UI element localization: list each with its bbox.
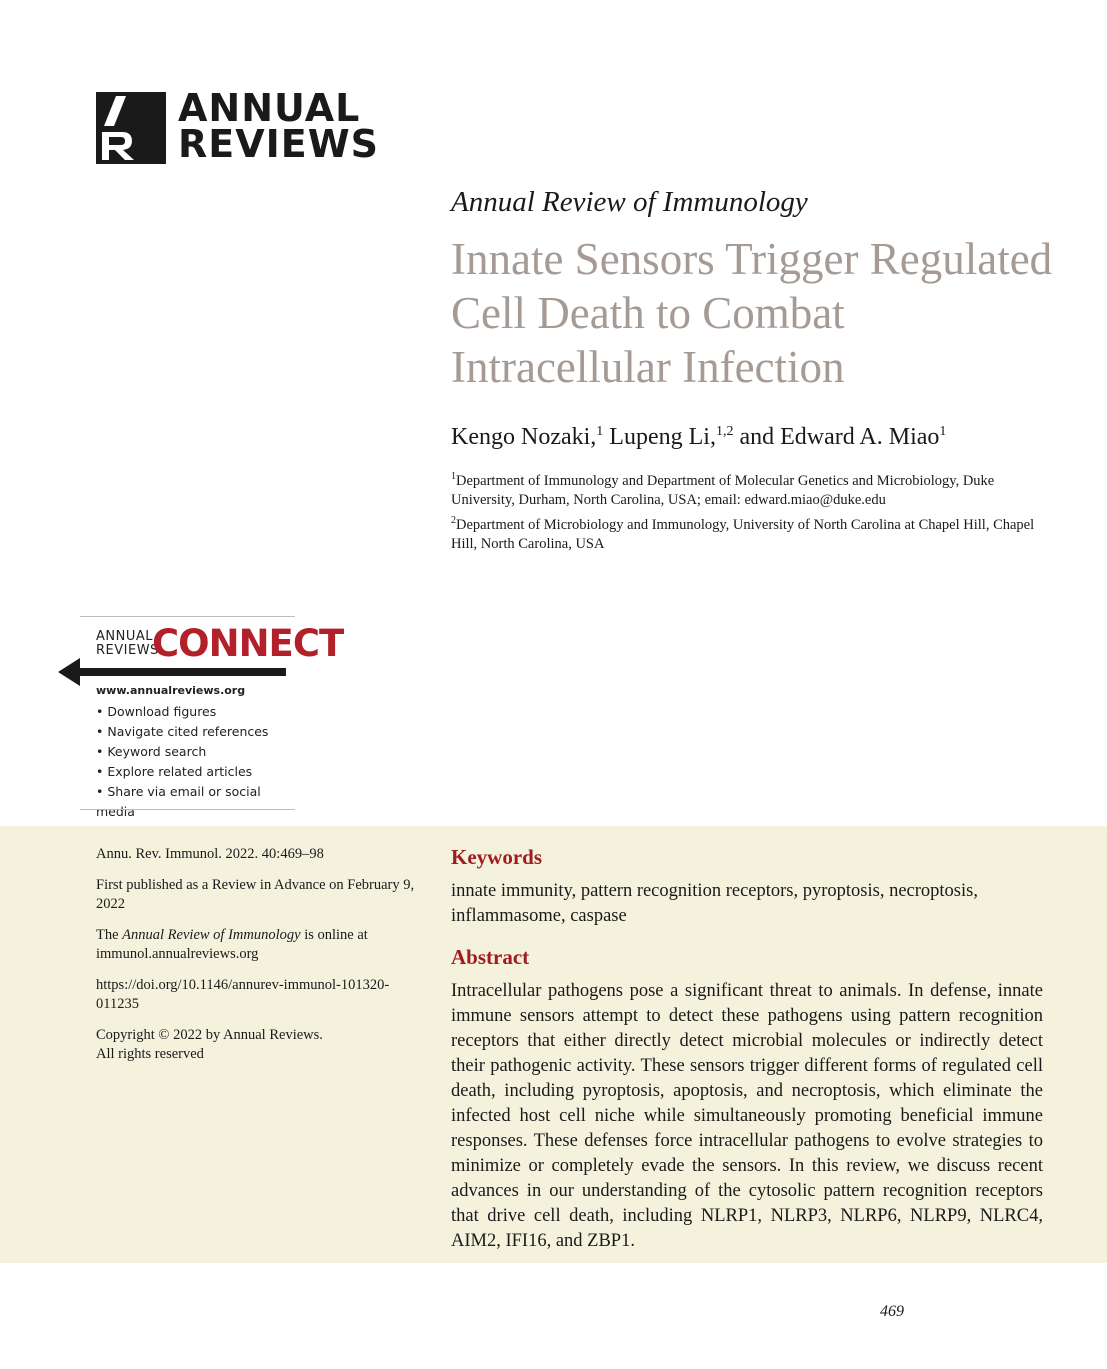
online-pre: The	[96, 927, 123, 943]
abstract-heading: Abstract	[451, 945, 530, 969]
affiliation-sup: 1	[451, 471, 456, 482]
online-post: is online at immunol.annualreviews.org	[96, 927, 368, 962]
connect-small-line1: ANNUAL	[96, 629, 153, 644]
page-number: 469	[880, 1303, 904, 1320]
divider	[80, 616, 295, 617]
list-item: • Download figures	[96, 702, 300, 722]
keywords-text: innate immunity, pattern recognition receptors, pyroptosis, necroptosis, inflammasome, caspase	[451, 881, 978, 926]
keywords-heading: Keywords	[451, 845, 542, 869]
affiliation-text: Department of Microbiology and Immunology, University of North Carolina at Chapel Hill, Chapel Hill, North Carolina, USA	[451, 516, 1035, 552]
author-sup: 1	[939, 424, 947, 439]
online-note	[96, 926, 426, 964]
copyright	[96, 1026, 426, 1064]
abstract-text: Intracellular pathogens pose a significant threat to animals. In defense, innate immune sensors attempt to detect these pathogens using pattern recognition receptors that either directly detect microbial molecules or indirectly detect their pathogenic activity. These sensors trigger different forms of regulated cell death, including pyroptosis, apoptosis, and necroptosis, which eliminate the infected host cell niche while simultaneously promoting beneficial immune responses. These defenses force intracellular pathogens to evolve strategies to minimize or completely evade the sensors. In this review, we discuss recent advances in our understanding of the cytosolic pattern recognition receptors that drive cell death, including NLRP1, NLRP3, NLRP6, NLRP9, NLRC4, AIM2, IFI16, and ZBP1.	[451, 981, 1043, 1251]
connect-url[interactable]: www.annualreviews.org	[96, 684, 246, 697]
list-item: • Navigate cited references	[96, 722, 300, 742]
doi-link[interactable]: https://doi.org/10.1146/annurev-immunol-101320-011235	[96, 977, 390, 1012]
author-list	[451, 424, 946, 451]
author-name: Kengo Nozaki,	[451, 424, 597, 450]
author-name: Lupeng Li,	[603, 424, 716, 450]
list-item: • Explore related articles	[96, 762, 300, 782]
connect-feature-list	[96, 702, 300, 822]
connect-title: CONNECT	[152, 622, 344, 665]
journal-name: Annual Review of Immunology	[451, 186, 808, 218]
annual-reviews-connect-box[interactable]	[58, 616, 344, 819]
affiliation-sup: 2	[451, 515, 456, 526]
list-item: • Share via email or social media	[96, 782, 300, 822]
article-metadata	[96, 845, 426, 1076]
copyright-line1: Copyright © 2022 by Annual Reviews.	[96, 1027, 323, 1043]
list-item: • Keyword search	[96, 742, 300, 762]
annual-reviews-logo	[96, 86, 380, 166]
published-date: First published as a Review in Advance on February 9, 2022	[96, 877, 415, 912]
author-name: and Edward A. Miao	[733, 424, 940, 450]
affiliation-1	[451, 467, 1051, 510]
connect-small-line2: REVIEWS	[96, 643, 159, 658]
copyright-line2: All rights reserved	[96, 1046, 204, 1062]
divider	[80, 809, 295, 810]
article-title: Innate Sensors Trigger Regulated Cell Death to Combat Intracellular Infection	[451, 234, 1053, 392]
ar-logo-icon	[96, 92, 166, 164]
logo-line1: ANNUAL	[178, 86, 361, 130]
logo-wordmark	[178, 86, 380, 166]
online-journal: Annual Review of Immunology	[122, 927, 301, 943]
logo-line2: REVIEWS	[178, 122, 380, 166]
author-sup: 1,2	[715, 424, 734, 439]
citation: Annu. Rev. Immunol. 2022. 40:469–98	[96, 846, 324, 862]
affiliation-2	[451, 511, 1051, 554]
author-sup: 1	[596, 424, 604, 439]
affiliation-text: Department of Immunology and Department of Molecular Genetics and Microbiology, Duke University, Durham, North Carolina, USA; email: edward.miao@duke.edu	[451, 472, 995, 508]
